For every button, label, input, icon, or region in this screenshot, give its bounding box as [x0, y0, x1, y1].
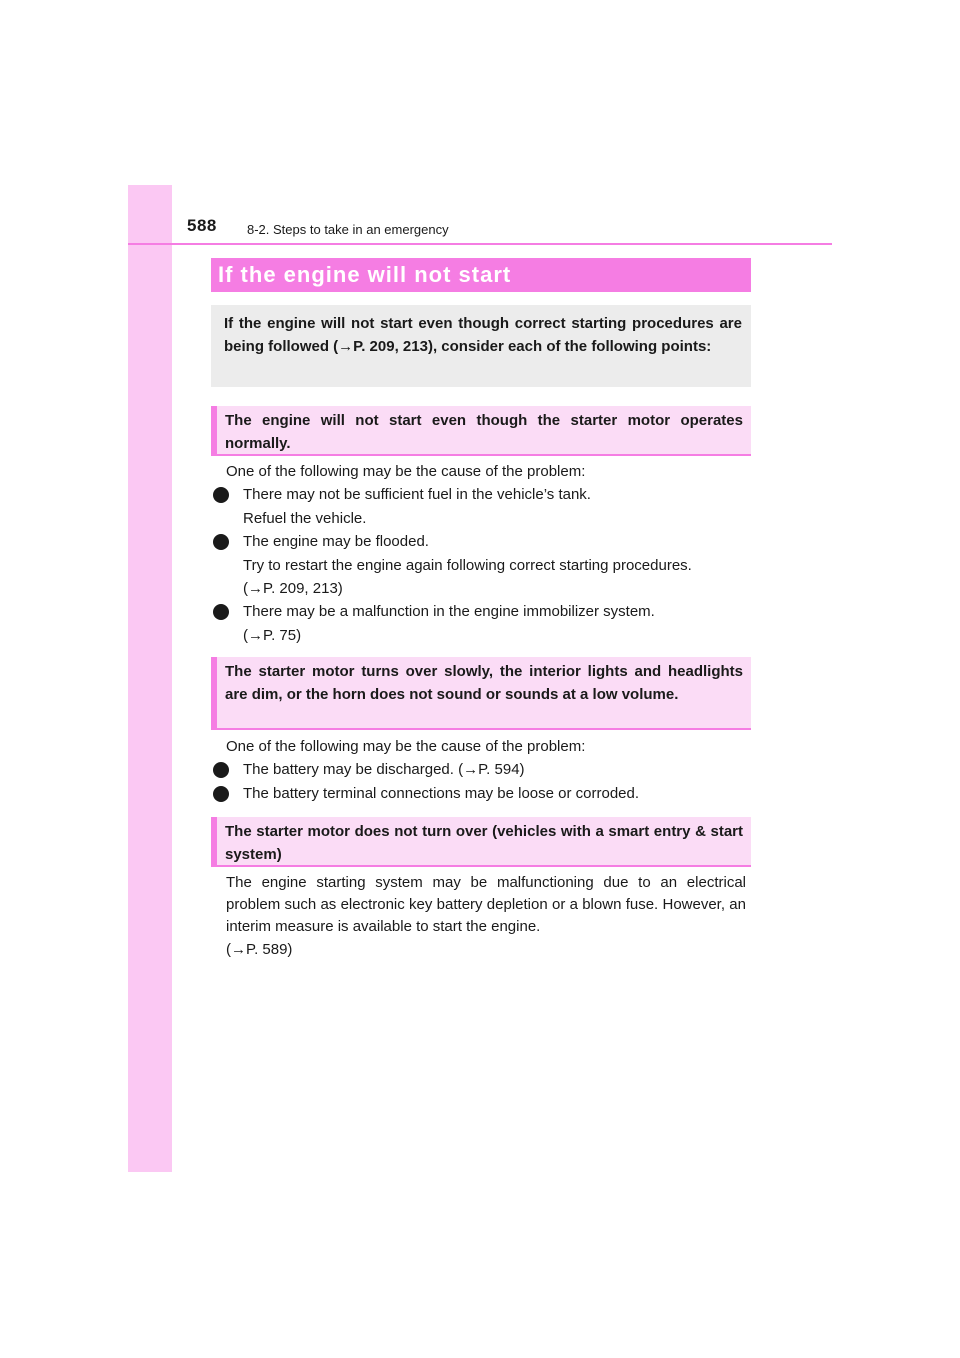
- section1-bullet-immobilizer: There may be a malfunction in the engine immobilizer system.: [243, 603, 655, 620]
- section2-bullet-discharged: The battery may be discharged. (→P. 594): [243, 761, 525, 778]
- subheading-engine-no-start: The engine will not start even though the starter motor operates normally.: [211, 406, 751, 456]
- section1-bullet-fuel-action: Refuel the vehicle.: [243, 510, 367, 527]
- bullet-icon: [213, 762, 229, 778]
- bullet-icon: [213, 487, 229, 503]
- subheading-starter-slow: The starter motor turns over slowly, the interior lights and headlights are dim, or the horn does not sound or sounds at a low volume.: [211, 657, 751, 730]
- bullet-icon: [213, 786, 229, 802]
- header-divider: [128, 243, 832, 245]
- bullet-icon: [213, 604, 229, 620]
- section3-body: The engine starting system may be malfunctioning due to an electrical problem such as electronic key battery depletion or a blown fuse. However, an interim measure is available to start the engine.: [226, 874, 746, 935]
- section2-bullet-terminals: The battery terminal connections may be loose or corroded.: [243, 785, 640, 802]
- section1-bullet-immobilizer-ref: (→P. 75): [243, 627, 302, 644]
- chapter-side-tab: [128, 185, 172, 1172]
- section1-lead: One of the following may be the cause of the problem:: [226, 463, 586, 480]
- section3-ref: (→P. 589): [226, 941, 293, 958]
- section1-bullet-flooded: The engine may be flooded.: [243, 533, 429, 550]
- section1-bullet-flooded-ref: (→P. 209, 213): [243, 580, 343, 597]
- page-title: If the engine will not start: [211, 258, 751, 292]
- section1-bullet-fuel: There may not be sufficient fuel in the vehicle’s tank.: [243, 486, 591, 503]
- section1-bullet-flooded-action: Try to restart the engine again following correct starting procedures.: [243, 557, 692, 574]
- bullet-icon: [213, 534, 229, 550]
- page-number: 588: [187, 216, 217, 235]
- section-label: 8-2. Steps to take in an emergency: [247, 222, 449, 237]
- section2-lead: One of the following may be the cause of the problem:: [226, 738, 586, 755]
- intro-box: If the engine will not start even though correct starting procedures are being followed (→P. 209, 213), consider each of the following points:: [211, 305, 751, 387]
- subheading-starter-no-turn: The starter motor does not turn over (vehicles with a smart entry & start system): [211, 817, 751, 867]
